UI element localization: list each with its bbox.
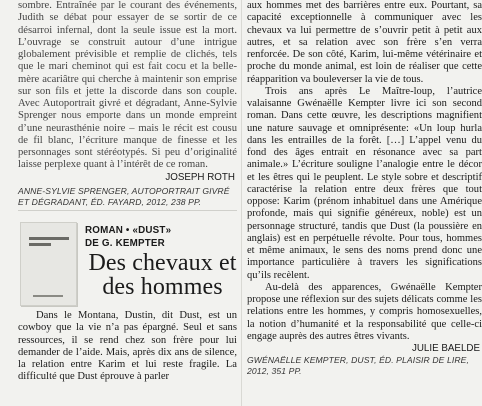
rubric-line-2: DE G. KEMPTER (85, 237, 165, 249)
review-rubric (85, 225, 240, 250)
review-paragraph-2: Trois ans après Le Maître-loup, l’autrice valaisanne Gwénaëlle Kempter livre ici son second roman. Dans cette œuvre, les descriptions magnifient une nature sauvage et omniprésente: «Un loup hurla dans les entrailles de la forêt. […] L’appel venu du fond des âges entrait en résonance avec sa part animale.» L’écriture souligne l’analogie entre le décor et les êtres qui le peuplent. Le style sobre et descriptif caractérise la relation entre deux frères que tout oppose: Karim (prénom inhabituel dans une Amérique profonde, mais qui signifie généreux, noble) est un personnage structuré, tandis que Dust (la poussière en anglais) est en perpétuelle révolte. Pour tous, hommes et même animaux, le sens des noms prend donc une importance particulière à travers les significations qu’ils recèlent. (247, 85, 482, 281)
rubric-line-1: ROMAN • «DUST» (85, 225, 172, 236)
cover-author-placeholder (29, 237, 69, 240)
review-headline: Des chevaux et des hommes (88, 250, 237, 300)
review-credits-1: ANNE-SYLVIE SPRENGER, AUTOPORTRAIT GIVRÉ ET DÉGRADANT, ÉD. FAYARD, 2012, 238 PP. (18, 185, 230, 207)
right-column-text (247, 0, 482, 377)
right-column (247, 0, 482, 406)
column-divider (241, 0, 242, 406)
review-body-part2-text: Dans le Montana, Dustin, dit Dust, est un cowboy que la vie n’a pas épargné. Seul et sans ressources, il se rend chez son frère pour lui demander de l’aide. Mais, après dix ans de silence, la relation entre Karim et lui reste fragile. La difficulté que Dust éprouve à parler (18, 310, 237, 383)
review-body-part2 (18, 310, 237, 384)
cover-title-placeholder (29, 243, 51, 246)
section-separator (18, 210, 237, 211)
review-paragraph-3: Au-delà des apparences, Gwénaëlle Kempter propose une réflexion sur des sujets délicats comme les relations entre les hommes, y compris homosexuelles, la notion d’humanité et la responsabilité que celle-ci engage auprès des autres êtres vivants. (247, 281, 482, 342)
left-column-text (18, 0, 237, 208)
review-signature-2: JULIE BAELDE (411, 343, 480, 354)
review-body-start (18, 310, 237, 384)
review-continuation: aux hommes met des barrières entre eux. Pourtant, sa capacité exceptionnelle à communiquer avec les chevaux va lui permettre de s’ouvrir petit à petit aux autres, et sa relation avec son frère s’en verra renforcée. De son côté, Karim, lui-même vétérinaire et proche du monde animal, est loin de réaliser que cette réapparition va bouleverser la vie de tous. (247, 0, 482, 85)
review-credits-2: GWÉNAËLLE KEMPTER, DUST, ÉD. PLAISIR DE LIRE, 2012, 351 PP. (247, 355, 469, 376)
left-column (0, 0, 237, 406)
review-body-part1: sombre. Entraînée par le courant des événements, Judith se débat pour essayer de se sortir de ce désarroi infernal, dont la seule issue est la mort. L’ouvrage se construit autour d’une intrigue globalement prévisible et remplie de clichés, tels que le mari cheminot qui est fait cocu et la belle-mère acariâtre qui cherche à maintenir son emprise sur son fils et jette la discorde dans son couple. Avec Autoportrait givré et dégradant, Anne-Sylvie Sprenger nous emporte dans un monde empreint d’une neurasthénie noire – mais le récit est cousu de fil blanc, l’écriture manque de finesse et les personnages sont stéréotypés. Si peu d’originalité laisse perplexe quant à l’intérêt de ce roman. (18, 0, 237, 171)
cover-publisher-placeholder (33, 295, 63, 297)
book-cover-image (20, 222, 77, 306)
review-signature-1: JOSEPH ROTH (165, 171, 235, 183)
